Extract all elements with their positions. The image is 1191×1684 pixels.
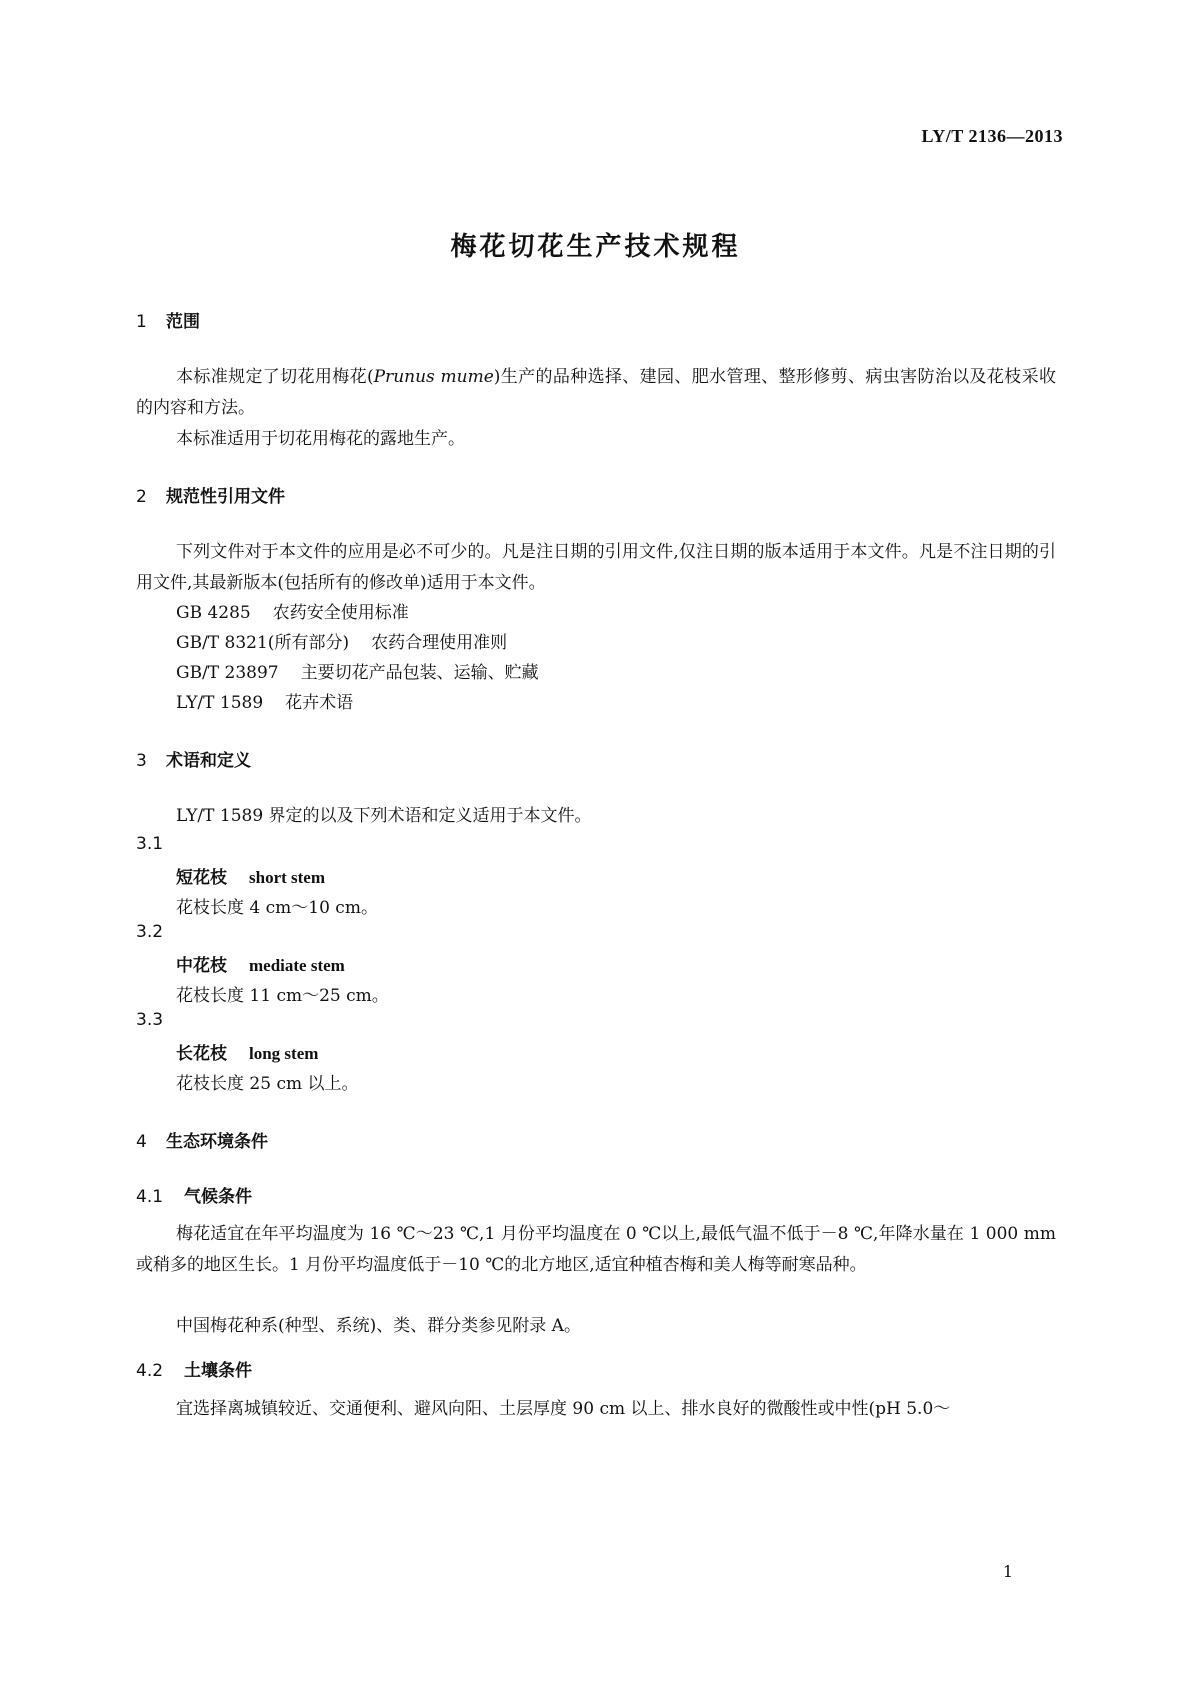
section-title: 规范性引用文件: [166, 487, 285, 507]
term-definition: 花枝长度 25 cm 以上。: [176, 1074, 359, 1094]
section-1-heading: [136, 307, 200, 332]
subsection-title: 土壤条件: [184, 1361, 252, 1381]
reference-item: [176, 658, 539, 683]
section-number: 4: [136, 1132, 147, 1152]
latin-name: Prunus mume: [373, 367, 494, 387]
reference-title: 农药安全使用标准: [272, 603, 409, 623]
section-2-paragraph-1: 下列文件对于本文件的应用是必不可少的。凡是注日期的引用文件,仅注日期的版本适用于本文件。凡是不注日期的引用文件,其最新版本(包括所有的修改单)适用于本文件。: [136, 542, 1056, 593]
reference-title: 花卉术语: [285, 693, 354, 713]
term-definition: 花枝长度 4 cm～10 cm。: [176, 898, 378, 918]
term-cn: 短花枝: [176, 868, 227, 888]
subsection-number: 4.2: [136, 1361, 164, 1381]
reference-code: LY/T 1589: [176, 693, 264, 713]
subsection-title: 气候条件: [184, 1187, 252, 1207]
section-3-heading: [136, 746, 251, 771]
section-4-heading: [136, 1127, 268, 1152]
text-run: 本标准规定了切花用梅花(: [176, 367, 374, 387]
subsection-4-2-paragraph-1: 宜选择离城镇较近、交通便利、避风向阳、土层厚度 90 cm 以上、排水良好的微酸性或中性(pH 5.0～: [176, 1399, 951, 1419]
section-number: 1: [136, 312, 147, 332]
term-cn: 长花枝: [176, 1044, 227, 1064]
standard-code: LY/T 2136—2013: [921, 126, 1063, 146]
reference-code: GB 4285: [176, 603, 251, 623]
section-number: 2: [136, 487, 147, 507]
term-heading: [176, 863, 325, 888]
reference-item: [176, 628, 507, 653]
reference-item: [176, 598, 409, 623]
subsection-4-1-paragraph-2: 中国梅花种系(种型、系统)、类、群分类参见附录 A。: [176, 1316, 581, 1336]
term-cn: 中花枝: [176, 956, 227, 976]
term-en: mediate stem: [249, 956, 345, 975]
section-1-paragraph-1: [136, 362, 1056, 424]
section-1-paragraph-2: 本标准适用于切花用梅花的露地生产。: [176, 429, 465, 449]
section-title: 生态环境条件: [166, 1132, 268, 1152]
term-heading: [176, 1039, 318, 1064]
term-heading: [176, 951, 345, 976]
reference-title: 农药合理使用准则: [371, 633, 508, 653]
reference-title: 主要切花产品包装、运输、贮藏: [300, 663, 539, 683]
section-number: 3: [136, 751, 147, 771]
reference-item: [176, 688, 353, 713]
term-number: 3.2: [136, 922, 164, 942]
text-run: )生产的品种选择、建园、肥水管理、整形修剪、病虫害防治以及花枝采收的内容和方法。: [136, 367, 1056, 418]
term-definition: 花枝长度 11 cm～25 cm。: [176, 986, 389, 1006]
section-title: 范围: [166, 312, 200, 332]
section-3-paragraph-1: LY/T 1589 界定的以及下列术语和定义适用于本文件。: [176, 806, 592, 826]
reference-code: GB/T 23897: [176, 663, 279, 683]
term-en: short stem: [249, 868, 326, 887]
subsection-number: 4.1: [136, 1187, 164, 1207]
section-2-heading: [136, 482, 285, 507]
term-number: 3.1: [136, 834, 164, 854]
document-title: 梅花切花生产技术规程: [450, 232, 741, 262]
page-number: 1: [1002, 1562, 1013, 1581]
term-number: 3.3: [136, 1010, 164, 1030]
term-en: long stem: [249, 1044, 319, 1063]
reference-code: GB/T 8321(所有部分): [176, 633, 350, 653]
subsection-4-1-paragraph-1: 梅花适宜在年平均温度为 16 ℃～23 ℃,1 月份平均温度在 0 ℃以上,最低气温不低于－8 ℃,年降水量在 1 000 mm 或稍多的地区生长。1 月份平均温度低于－10 ℃的北方地区,适宜种植杏梅和美人梅等耐寒品种。: [136, 1224, 1056, 1275]
subsection-4-1-heading: [136, 1182, 252, 1207]
subsection-4-2-heading: [136, 1356, 252, 1381]
section-title: 术语和定义: [166, 751, 251, 771]
